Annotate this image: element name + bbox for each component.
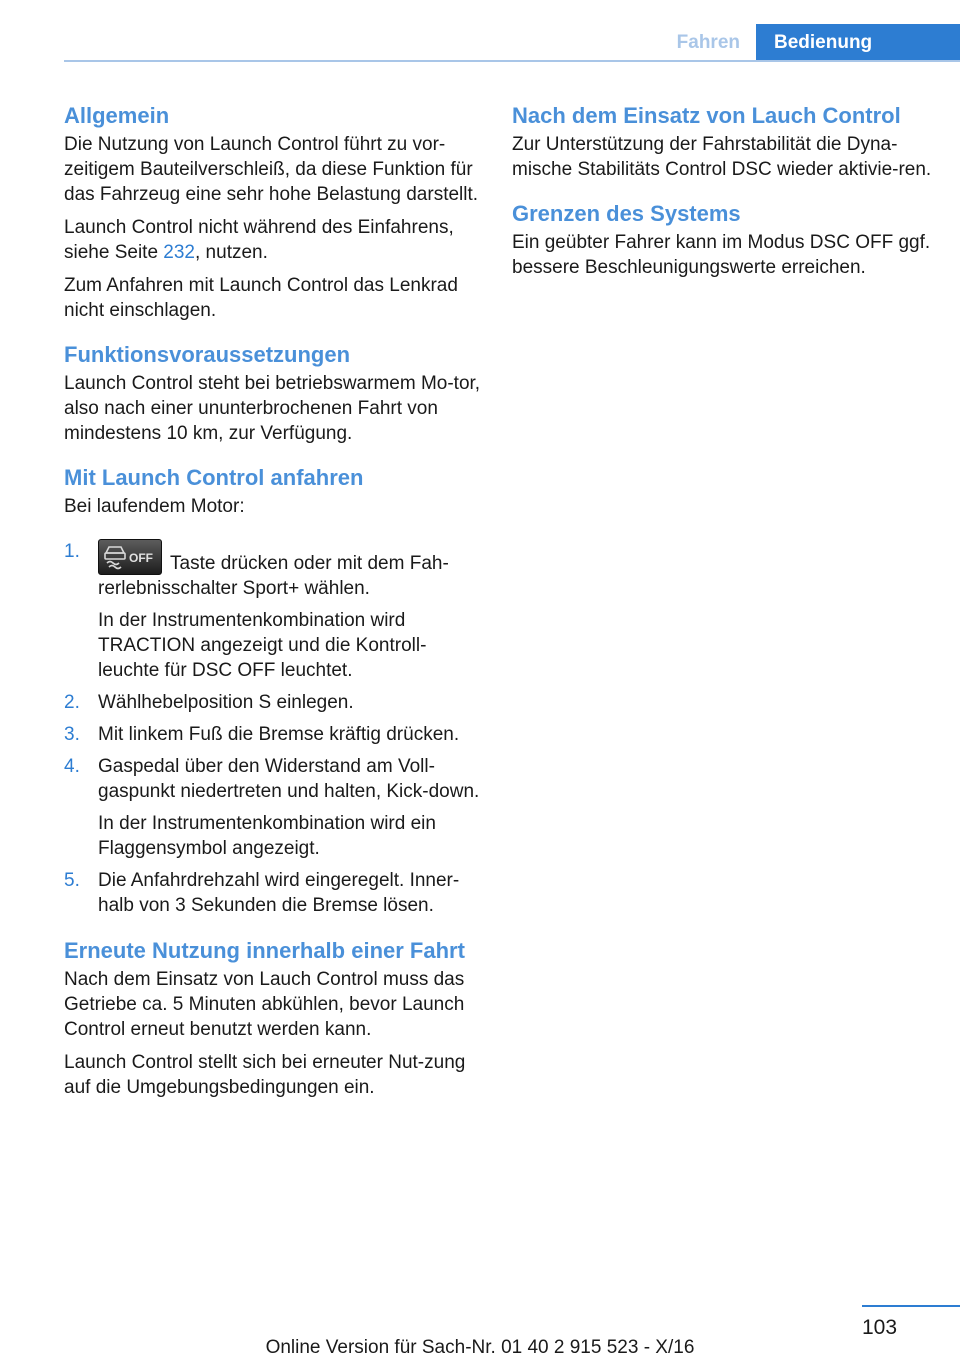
allgemein-paragraph-2 <box>64 215 484 265</box>
section-title-grenzen-des-systems: Grenzen des Systems <box>512 201 741 226</box>
step-note: In der Instrumentenkombination wird TRACTION angezeigt und die Kontroll-leuchte für DSC OFF leuchtet. <box>98 610 427 681</box>
step-text: Wählhebelposition S einlegen. <box>98 692 354 713</box>
step-number: 5. <box>64 870 80 891</box>
allgemein-paragraph-3: Zum Anfahren mit Launch Control das Lenkrad nicht einschlagen. <box>64 275 458 321</box>
section-title-mit-launch-control-anfahren: Mit Launch Control anfahren <box>64 465 364 490</box>
step-number: 2. <box>64 692 80 713</box>
step-note: In der Instrumentenkombination wird ein Flaggensymbol angezeigt. <box>98 813 436 859</box>
step-text: Taste drücken oder mit dem Fah-rerlebnisschalter Sport+ wählen. <box>98 553 449 599</box>
left-column <box>64 100 484 1100</box>
step-number: 3. <box>64 724 80 745</box>
step-text: Die Anfahrdrehzahl wird eingeregelt. Inner-halb von 3 Sekunden die Bremse lösen. <box>98 870 460 916</box>
section-title-nach-dem-einsatz: Nach dem Einsatz von Lauch Control <box>512 103 901 128</box>
anfahren-intro: Bei laufendem Motor: <box>64 496 245 517</box>
section-title-allgemein: Allgemein <box>64 103 170 128</box>
section-title-funktionsvoraussetzungen: Funktionsvoraussetzungen <box>64 342 351 367</box>
list-item <box>64 868 484 918</box>
steps-list <box>64 539 484 918</box>
dsc-off-button-icon <box>98 539 162 575</box>
tab-fahren[interactable]: Fahren <box>659 24 756 62</box>
allgemein-paragraph-1: Die Nutzung von Launch Control führt zu vor-zeitigem Bauteilverschleiß, da diese Funktion für das Fahrzeug eine sehr hohe Belastung darstellt. <box>64 134 479 205</box>
footer-version-text: Online Version für Sach-Nr. 01 40 2 915 523 - X/16 <box>265 1337 695 1358</box>
erneute-paragraph-2: Launch Control stellt sich bei erneuter Nut-zung auf die Umgebungsbedingungen ein. <box>64 1052 466 1098</box>
step-text: Mit linkem Fuß die Bremse kräftig drücken. <box>98 724 460 745</box>
right-column <box>512 100 932 280</box>
erneute-paragraph-1: Nach dem Einsatz von Lauch Control muss das Getriebe ca. 5 Minuten abkühlen, bevor Launch Control erneut benutzt werden kann. <box>64 969 465 1040</box>
page-reference-link[interactable]: 232 <box>163 242 195 263</box>
header-divider <box>64 60 960 62</box>
list-item <box>64 539 484 683</box>
svg-text:OFF: OFF <box>129 551 153 565</box>
tab-bedienung[interactable]: Bedienung <box>756 24 960 62</box>
list-item <box>64 722 484 747</box>
section-title-erneute-nutzung: Erneute Nutzung innerhalb einer Fahrt <box>64 938 465 963</box>
nach-paragraph: Zur Unterstützung der Fahrstabilität die Dyna-mische Stabilitäts Control DSC wieder aktivie-ren. <box>512 134 932 180</box>
list-item <box>64 690 484 715</box>
step-text: Gaspedal über den Widerstand am Voll-gaspunkt niedertreten und halten, Kick-down. <box>98 756 480 802</box>
allgemein-p2-text-before: Launch Control nicht während des Einfahrens, siehe Seite <box>64 217 454 263</box>
page-number: 103 <box>862 1316 898 1339</box>
step-number: 1. <box>64 541 80 562</box>
header-tabs <box>659 24 960 62</box>
step-number: 4. <box>64 756 80 777</box>
voraussetzungen-paragraph: Launch Control steht bei betriebswarmem Mo-tor, also nach einer ununterbrochenen Fahrt von mindestens 10 km, zur Verfügung. <box>64 373 481 444</box>
list-item <box>64 754 484 861</box>
footer-divider <box>862 1305 960 1307</box>
grenzen-paragraph: Ein geübter Fahrer kann im Modus DSC OFF ggf. bessere Beschleunigungswerte erreichen. <box>512 232 931 278</box>
allgemein-p2-text-after: , nutzen. <box>195 242 268 263</box>
